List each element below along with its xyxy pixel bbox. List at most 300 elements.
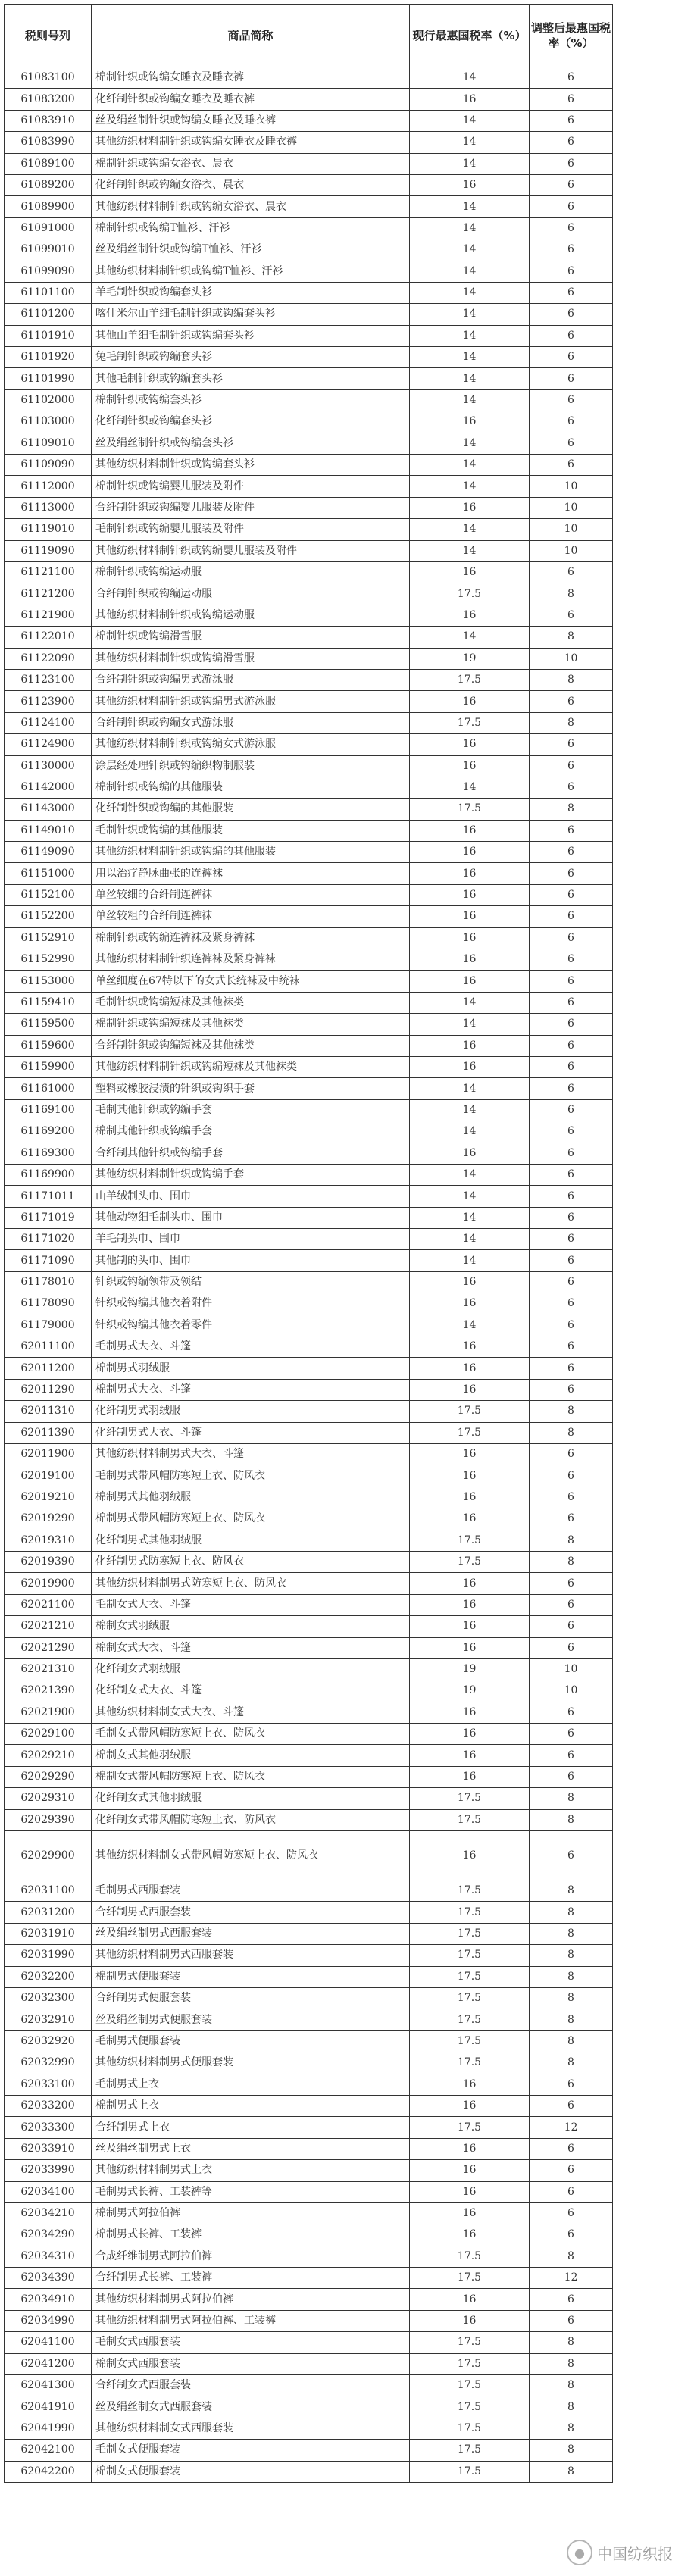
current-rate-cell: 17.5 (410, 2052, 530, 2074)
adjusted-rate-cell: 6 (530, 325, 613, 346)
table-row (5, 734, 613, 755)
tariff-code-cell: 62031990 (5, 1945, 92, 1966)
table-row (5, 132, 613, 153)
product-name-cell: 化纤制女式羽绒服 (92, 1658, 410, 1680)
current-rate-cell: 16 (410, 1724, 530, 1745)
current-rate-cell: 17.5 (410, 1401, 530, 1422)
current-rate-cell: 16 (410, 1616, 530, 1637)
product-name-cell: 棉制针织或钩编女浴衣、晨衣 (92, 153, 410, 174)
current-rate-cell: 14 (410, 476, 530, 497)
current-rate-cell: 16 (410, 863, 530, 884)
product-name-cell: 棉制针织或钩编运动服 (92, 561, 410, 583)
adjusted-rate-cell: 6 (530, 734, 613, 755)
adjusted-rate-cell: 6 (530, 561, 613, 583)
current-rate-cell: 16 (410, 1444, 530, 1465)
adjusted-rate-cell: 6 (530, 368, 613, 389)
current-rate-cell: 16 (410, 1766, 530, 1787)
product-name-cell: 针织或钩编领带及领结 (92, 1271, 410, 1293)
tariff-code-cell: 62034990 (5, 2310, 92, 2331)
product-name-cell: 其他纺织材料制女式带风帽防寒短上衣、防风衣 (92, 1831, 410, 1880)
current-rate-cell: 16 (410, 884, 530, 905)
tariff-code-cell: 61102000 (5, 389, 92, 411)
adjusted-rate-cell: 6 (530, 196, 613, 217)
tariff-code-cell: 61091000 (5, 217, 92, 239)
tariff-code-cell: 61099090 (5, 261, 92, 282)
product-name-cell: 棉制针织或钩编T恤衫、汗衫 (92, 217, 410, 239)
product-name-cell: 其他动物细毛制头巾、围巾 (92, 1207, 410, 1228)
adjusted-rate-cell: 8 (530, 2375, 613, 2396)
current-rate-cell: 16 (410, 89, 530, 110)
product-name-cell: 棉制男式便服套装 (92, 1966, 410, 1987)
current-rate-cell: 14 (410, 132, 530, 153)
adjusted-rate-cell: 6 (530, 992, 613, 1013)
tariff-code-cell: 61101990 (5, 368, 92, 389)
current-rate-cell: 16 (410, 1702, 530, 1723)
tariff-code-cell: 62021310 (5, 1658, 92, 1680)
tariff-code-cell: 62011100 (5, 1336, 92, 1358)
table-row (5, 2030, 613, 2052)
product-name-cell: 其他纺织材料制女式西服套装 (92, 2418, 410, 2439)
current-rate-cell: 16 (410, 820, 530, 841)
tariff-code-cell: 62029900 (5, 1831, 92, 1880)
current-rate-cell: 16 (410, 949, 530, 971)
current-rate-cell: 17.5 (410, 2418, 530, 2439)
current-rate-cell: 14 (410, 347, 530, 368)
table-row (5, 1250, 613, 1271)
current-rate-cell: 17.5 (410, 799, 530, 820)
product-name-cell: 棉制男式长裤、工装裤 (92, 2224, 410, 2246)
adjusted-rate-cell: 6 (530, 1573, 613, 1594)
tariff-code-cell: 61083910 (5, 110, 92, 131)
product-name-cell: 丝及绢丝制女式西服套装 (92, 2396, 410, 2418)
current-rate-cell: 17.5 (410, 2117, 530, 2138)
product-name-cell: 合纤制针织或钩编婴儿服装及附件 (92, 497, 410, 518)
product-name-cell: 毛制男式西服套装 (92, 1880, 410, 1902)
adjusted-rate-cell: 6 (530, 755, 613, 777)
product-name-cell: 羊毛制针织或钩编套头衫 (92, 282, 410, 303)
adjusted-rate-cell: 6 (530, 239, 613, 261)
product-name-cell: 棉制男式上衣 (92, 2095, 410, 2116)
table-header (5, 5, 613, 67)
tariff-code-cell: 61149010 (5, 820, 92, 841)
tariff-code-cell: 62041910 (5, 2396, 92, 2418)
table-row (5, 2268, 613, 2289)
current-rate-cell: 16 (410, 691, 530, 712)
table-row (5, 1336, 613, 1358)
table-row (5, 89, 613, 110)
product-name-cell: 棉制针织或钩编婴儿服装及附件 (92, 476, 410, 497)
current-rate-cell: 14 (410, 992, 530, 1013)
table-row (5, 2332, 613, 2353)
current-rate-cell: 16 (410, 2310, 530, 2331)
tariff-code-cell: 62041200 (5, 2353, 92, 2374)
tariff-code-cell: 62029310 (5, 1788, 92, 1809)
table-row (5, 1987, 613, 2009)
adjusted-rate-cell: 6 (530, 1336, 613, 1358)
current-rate-cell: 14 (410, 1229, 530, 1250)
product-name-cell: 化纤制针织或钩编套头衫 (92, 411, 410, 433)
current-rate-cell: 16 (410, 605, 530, 626)
table-row (5, 2396, 613, 2418)
tariff-code-cell: 62032990 (5, 2052, 92, 2074)
tariff-code-cell: 61099010 (5, 239, 92, 261)
current-rate-cell: 16 (410, 497, 530, 518)
product-name-cell: 用以治疗静脉曲张的连裤袜 (92, 863, 410, 884)
adjusted-rate-cell: 6 (530, 1099, 613, 1121)
product-name-cell: 其他纺织材料制针织或钩编女式游泳服 (92, 734, 410, 755)
product-name-cell: 其他纺织材料制男式大衣、斗篷 (92, 1444, 410, 1465)
table-row (5, 1680, 613, 1702)
adjusted-rate-cell: 6 (530, 1056, 613, 1077)
tariff-code-cell: 61142000 (5, 777, 92, 798)
table-row (5, 1637, 613, 1658)
adjusted-rate-cell: 6 (530, 2202, 613, 2224)
adjusted-rate-cell: 6 (530, 884, 613, 905)
current-rate-cell: 16 (410, 755, 530, 777)
adjusted-rate-cell: 6 (530, 1207, 613, 1228)
tariff-code-cell: 62011200 (5, 1358, 92, 1379)
current-rate-cell: 16 (410, 2224, 530, 2246)
tariff-code-cell: 62041300 (5, 2375, 92, 2396)
adjusted-rate-cell: 6 (530, 971, 613, 992)
product-name-cell: 棉制男式阿拉伯裤 (92, 2202, 410, 2224)
current-rate-cell: 17.5 (410, 1880, 530, 1902)
current-rate-cell: 16 (410, 1271, 530, 1293)
table-row (5, 1658, 613, 1680)
tariff-code-cell: 62032300 (5, 1987, 92, 2009)
tariff-code-cell: 62033910 (5, 2138, 92, 2159)
table-row (5, 1379, 613, 1400)
tariff-code-cell: 61101920 (5, 347, 92, 368)
table-row (5, 1078, 613, 1099)
product-name-cell: 化纤制女式带风帽防寒短上衣、防风衣 (92, 1809, 410, 1830)
adjusted-rate-cell: 6 (530, 153, 613, 174)
product-name-cell: 其他纺织材料制针织或钩编运动服 (92, 605, 410, 626)
current-rate-cell: 17.5 (410, 1966, 530, 1987)
wechat-logo-icon: ● (567, 2540, 592, 2565)
current-rate-cell: 16 (410, 1336, 530, 1358)
tariff-code-cell: 61101200 (5, 304, 92, 325)
adjusted-rate-cell: 10 (530, 648, 613, 669)
table-row (5, 1207, 613, 1228)
adjusted-rate-cell: 6 (530, 347, 613, 368)
current-rate-cell: 14 (410, 1315, 530, 1336)
table-row (5, 239, 613, 261)
tariff-code-cell: 61121900 (5, 605, 92, 626)
tariff-code-cell: 62021210 (5, 1616, 92, 1637)
tariff-code-cell: 62034210 (5, 2202, 92, 2224)
table-row (5, 1766, 613, 1787)
adjusted-rate-cell: 10 (530, 1658, 613, 1680)
product-name-cell: 其他纺织材料制针织连裤袜及紧身裤袜 (92, 949, 410, 971)
product-name-cell: 其他纺织材料制男式便服套装 (92, 2052, 410, 2074)
table-row (5, 261, 613, 282)
product-name-cell: 化纤制针织或钩编女睡衣及睡衣裤 (92, 89, 410, 110)
product-name-cell: 化纤制女式其他羽绒服 (92, 1788, 410, 1809)
tariff-code-cell: 62034390 (5, 2268, 92, 2289)
product-name-cell: 其他纺织材料制针织或钩编滑雪服 (92, 648, 410, 669)
current-rate-cell: 17.5 (410, 1902, 530, 1923)
product-name-cell: 棉制男式羽绒服 (92, 1358, 410, 1379)
current-rate-cell: 14 (410, 540, 530, 561)
current-rate-cell: 17.5 (410, 2375, 530, 2396)
current-rate-cell: 14 (410, 1164, 530, 1185)
tariff-code-cell: 61124900 (5, 734, 92, 755)
table-row (5, 820, 613, 841)
table-row (5, 1422, 613, 1443)
adjusted-rate-cell: 10 (530, 497, 613, 518)
table-row (5, 2353, 613, 2374)
current-rate-cell: 16 (410, 1594, 530, 1615)
tariff-code-cell: 61119090 (5, 540, 92, 561)
tariff-code-cell: 61169100 (5, 1099, 92, 1121)
product-name-cell: 合纤制针织或钩编短袜及其他袜类 (92, 1035, 410, 1056)
tariff-code-cell: 62029210 (5, 1745, 92, 1766)
table-row (5, 1164, 613, 1185)
current-rate-cell: 17.5 (410, 2246, 530, 2267)
product-name-cell: 单丝细度在67特以下的女式长统袜及中统袜 (92, 971, 410, 992)
adjusted-rate-cell: 8 (530, 2009, 613, 2030)
adjusted-rate-cell: 6 (530, 455, 613, 476)
current-rate-cell: 14 (410, 304, 530, 325)
header-tariff-code: 税则号列 (5, 5, 92, 67)
tariff-code-cell: 62032910 (5, 2009, 92, 2030)
product-name-cell: 其他纺织材料制针织或钩编的其他服装 (92, 842, 410, 863)
current-rate-cell: 16 (410, 1293, 530, 1315)
product-name-cell: 毛制女式西服套装 (92, 2332, 410, 2353)
adjusted-rate-cell: 6 (530, 927, 613, 949)
current-rate-cell: 17.5 (410, 1788, 530, 1809)
product-name-cell: 毛制男式便服套装 (92, 2030, 410, 2052)
product-name-cell: 山羊绒制头巾、围巾 (92, 1186, 410, 1207)
table-row (5, 1530, 613, 1551)
table-row (5, 561, 613, 583)
adjusted-rate-cell: 8 (530, 2353, 613, 2374)
tariff-code-cell: 61119010 (5, 519, 92, 540)
adjusted-rate-cell: 6 (530, 1358, 613, 1379)
tariff-code-cell: 62021900 (5, 1702, 92, 1723)
tariff-code-cell: 62033100 (5, 2074, 92, 2095)
adjusted-rate-cell: 8 (530, 2440, 613, 2461)
current-rate-cell: 14 (410, 519, 530, 540)
current-rate-cell: 16 (410, 1379, 530, 1400)
tariff-code-cell: 61152990 (5, 949, 92, 971)
product-name-cell: 棉制女式大衣、斗篷 (92, 1637, 410, 1658)
current-rate-cell: 14 (410, 196, 530, 217)
table-row (5, 67, 613, 89)
current-rate-cell: 14 (410, 110, 530, 131)
tariff-code-cell: 62031200 (5, 1902, 92, 1923)
tariff-code-cell: 61101910 (5, 325, 92, 346)
table-row (5, 2246, 613, 2267)
table-row (5, 1358, 613, 1379)
current-rate-cell: 14 (410, 1186, 530, 1207)
current-rate-cell: 19 (410, 1680, 530, 1702)
table-row (5, 1143, 613, 1164)
tariff-code-cell: 61161000 (5, 1078, 92, 1099)
table-row (5, 712, 613, 733)
product-name-cell: 其他纺织材料制男式阿拉伯裤、工装裤 (92, 2310, 410, 2331)
current-rate-cell: 14 (410, 389, 530, 411)
table-row (5, 282, 613, 303)
adjusted-rate-cell: 6 (530, 282, 613, 303)
tariff-code-cell: 62041990 (5, 2418, 92, 2439)
adjusted-rate-cell: 6 (530, 1271, 613, 1293)
current-rate-cell: 16 (410, 1143, 530, 1164)
product-name-cell: 其他纺织材料制女式大衣、斗篷 (92, 1702, 410, 1723)
product-name-cell: 毛制男式上衣 (92, 2074, 410, 2095)
product-name-cell: 合纤制针织或钩编运动服 (92, 583, 410, 605)
tariff-code-cell: 61109010 (5, 433, 92, 454)
current-rate-cell: 16 (410, 734, 530, 755)
table-row (5, 174, 613, 195)
tariff-code-cell: 61103000 (5, 411, 92, 433)
table-row (5, 2160, 613, 2181)
tariff-code-cell: 61112000 (5, 476, 92, 497)
adjusted-rate-cell: 6 (530, 777, 613, 798)
current-rate-cell: 16 (410, 1637, 530, 1658)
current-rate-cell: 16 (410, 971, 530, 992)
tariff-code-cell: 61149090 (5, 842, 92, 863)
current-rate-cell: 16 (410, 1358, 530, 1379)
table-row (5, 1465, 613, 1487)
table-row (5, 519, 613, 540)
adjusted-rate-cell: 8 (530, 1401, 613, 1422)
tariff-code-cell: 61089900 (5, 196, 92, 217)
product-name-cell: 丝及绢丝制男式上衣 (92, 2138, 410, 2159)
current-rate-cell: 17.5 (410, 1923, 530, 1944)
tariff-code-cell: 61124100 (5, 712, 92, 733)
table-row (5, 583, 613, 605)
table-row (5, 1271, 613, 1293)
header-current-rate: 现行最惠国税率（%） (410, 5, 530, 67)
product-name-cell: 棉制男式其他羽绒服 (92, 1487, 410, 1508)
product-name-cell: 丝及绢丝制针织或钩编女睡衣及睡衣裤 (92, 110, 410, 131)
current-rate-cell: 14 (410, 1099, 530, 1121)
product-name-cell: 其他纺织材料制针织或钩编T恤衫、汗衫 (92, 261, 410, 282)
product-name-cell: 毛制女式大衣、斗篷 (92, 1594, 410, 1615)
tariff-code-cell: 61169300 (5, 1143, 92, 1164)
product-name-cell: 丝及绢丝制男式西服套装 (92, 1923, 410, 1944)
current-rate-cell: 16 (410, 906, 530, 927)
tariff-code-cell: 61122090 (5, 648, 92, 669)
adjusted-rate-cell: 6 (530, 1444, 613, 1465)
tariff-code-cell: 61179000 (5, 1315, 92, 1336)
table-row (5, 627, 613, 648)
current-rate-cell: 16 (410, 2181, 530, 2202)
current-rate-cell: 14 (410, 777, 530, 798)
adjusted-rate-cell: 6 (530, 605, 613, 626)
table-row (5, 347, 613, 368)
adjusted-rate-cell: 6 (530, 433, 613, 454)
table-row (5, 1315, 613, 1336)
header-adjusted-rate: 调整后最惠国税率（%） (530, 5, 613, 67)
adjusted-rate-cell: 8 (530, 1422, 613, 1443)
tariff-code-cell: 62019900 (5, 1573, 92, 1594)
product-name-cell: 羊毛制头巾、围巾 (92, 1229, 410, 1250)
tariff-code-cell: 62031910 (5, 1923, 92, 1944)
current-rate-cell: 16 (410, 2289, 530, 2310)
tariff-code-cell: 62019210 (5, 1487, 92, 1508)
adjusted-rate-cell: 8 (530, 2396, 613, 2418)
tariff-code-cell: 62034910 (5, 2289, 92, 2310)
adjusted-rate-cell: 8 (530, 1530, 613, 1551)
tariff-code-cell: 61083990 (5, 132, 92, 153)
product-name-cell: 毛制男式带风帽防寒短上衣、防风衣 (92, 1465, 410, 1487)
table-row (5, 863, 613, 884)
adjusted-rate-cell: 6 (530, 1078, 613, 1099)
adjusted-rate-cell: 6 (530, 1465, 613, 1487)
current-rate-cell: 17.5 (410, 1987, 530, 2009)
tariff-code-cell: 62011310 (5, 1401, 92, 1422)
table-row (5, 2095, 613, 2116)
table-row (5, 1945, 613, 1966)
adjusted-rate-cell: 8 (530, 1945, 613, 1966)
adjusted-rate-cell: 6 (530, 174, 613, 195)
tariff-code-cell: 62042200 (5, 2461, 92, 2482)
adjusted-rate-cell: 6 (530, 2074, 613, 2095)
table-row (5, 1099, 613, 1121)
product-name-cell: 棉制男式大衣、斗篷 (92, 1379, 410, 1400)
table-row (5, 2074, 613, 2095)
product-name-cell: 棉制针织或钩编连裤袜及紧身裤袜 (92, 927, 410, 949)
adjusted-rate-cell: 12 (530, 2268, 613, 2289)
tariff-code-cell: 62019100 (5, 1465, 92, 1487)
tariff-code-cell: 61151000 (5, 863, 92, 884)
product-name-cell: 单丝较粗的合纤制连裤袜 (92, 906, 410, 927)
table-row (5, 2461, 613, 2482)
table-row (5, 2202, 613, 2224)
tariff-code-cell: 61171090 (5, 1250, 92, 1271)
product-name-cell: 毛制其他针织或钩编手套 (92, 1099, 410, 1121)
adjusted-rate-cell: 6 (530, 1250, 613, 1271)
product-name-cell: 棉制针织或钩编女睡衣及睡衣裤 (92, 67, 410, 89)
adjusted-rate-cell: 6 (530, 2138, 613, 2159)
tariff-code-cell: 62034310 (5, 2246, 92, 2267)
tariff-code-cell: 62011290 (5, 1379, 92, 1400)
adjusted-rate-cell: 6 (530, 842, 613, 863)
tariff-code-cell: 62032920 (5, 2030, 92, 2052)
adjusted-rate-cell: 6 (530, 2095, 613, 2116)
tariff-code-cell: 61178090 (5, 1293, 92, 1315)
tariff-code-cell: 62029390 (5, 1809, 92, 1830)
current-rate-cell: 14 (410, 455, 530, 476)
current-rate-cell: 17.5 (410, 2353, 530, 2374)
tariff-code-cell: 61159900 (5, 1056, 92, 1077)
tariff-code-cell: 61101100 (5, 282, 92, 303)
product-name-cell: 单丝较细的合纤制连裤袜 (92, 884, 410, 905)
product-name-cell: 其他山羊细毛制针织或钩编套头衫 (92, 325, 410, 346)
table-row (5, 2289, 613, 2310)
adjusted-rate-cell: 8 (530, 2418, 613, 2439)
tariff-code-cell: 61122010 (5, 627, 92, 648)
adjusted-rate-cell: 6 (530, 261, 613, 282)
product-name-cell: 合纤制男式西服套装 (92, 1902, 410, 1923)
current-rate-cell: 14 (410, 282, 530, 303)
product-name-cell: 化纤制男式大衣、斗篷 (92, 1422, 410, 1443)
table-row (5, 1186, 613, 1207)
current-rate-cell: 16 (410, 2138, 530, 2159)
table-row (5, 368, 613, 389)
table-row (5, 648, 613, 669)
table-row (5, 1724, 613, 1745)
table-row (5, 1594, 613, 1615)
table-row (5, 992, 613, 1013)
product-name-cell: 棉制针织或钩编套头衫 (92, 389, 410, 411)
adjusted-rate-cell: 6 (530, 2181, 613, 2202)
table-row (5, 196, 613, 217)
adjusted-rate-cell: 6 (530, 863, 613, 884)
